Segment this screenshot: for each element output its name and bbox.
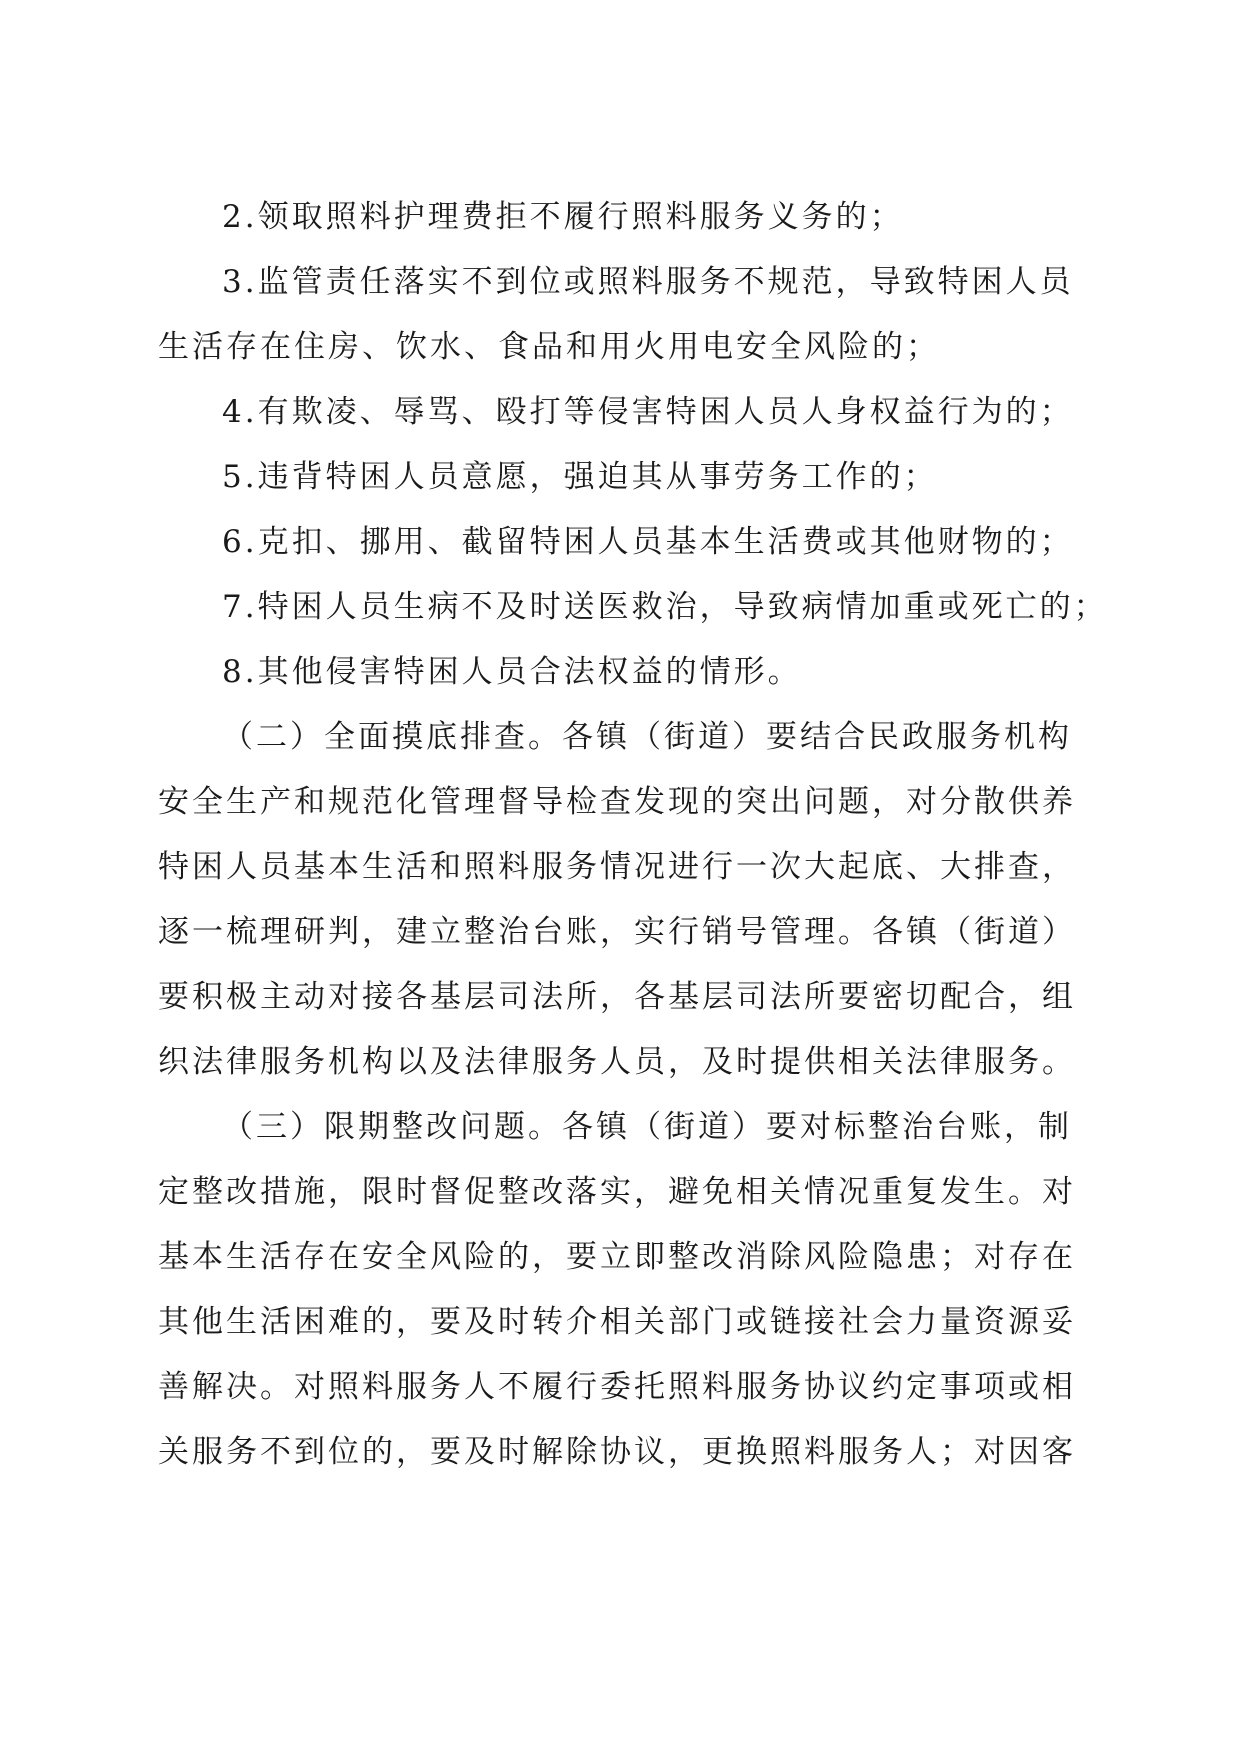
section-three-line: 善解决。对照料服务人不履行委托照料服务协议约定事项或相 [158,1369,1076,1405]
section-two-line: 特困人员基本生活和照料服务情况进行一次大起底、大排查， [158,849,1076,885]
text-line-item-3-cont: 生活存在住房、饮水、食品和用火用电安全风险的； [158,329,940,365]
section-three-line: 其他生活困难的，要及时转介相关部门或链接社会力量资源妥 [158,1304,1076,1340]
text-line-item-8: 8.其他侵害特困人员合法权益的情形。 [222,654,802,690]
section-two-line: 逐一梳理研判，建立整治台账，实行销号管理。各镇（街道） [158,914,1076,950]
section-two-heading-line: （二）全面摸底排查。各镇（街道）要结合民政服务机构 [222,719,1072,755]
text-line-item-3: 3.监管责任落实不到位或照料服务不规范，导致特困人员 [222,264,1074,300]
section-three-line: 关服务不到位的，要及时解除协议，更换照料服务人；对因客 [158,1434,1076,1470]
text-line-item-6: 6.克扣、挪用、截留特困人员基本生活费或其他财物的； [222,524,1074,560]
section-three-heading-line: （三）限期整改问题。各镇（街道）要对标整治台账，制 [222,1109,1072,1145]
section-two-line: 要积极主动对接各基层司法所，各基层司法所要密切配合，组 [158,979,1076,1015]
document-body [158,185,1108,1485]
section-two-line: 织法律服务机构以及法律服务人员，及时提供相关法律服务。 [158,1044,1076,1080]
text-line-item-5: 5.违背特困人员意愿，强迫其从事劳务工作的； [222,459,938,495]
text-line-item-7: 7.特困人员生病不及时送医救治，导致病情加重或死亡的； [222,589,1108,625]
section-three-line: 基本生活存在安全风险的，要立即整改消除风险隐患；对存在 [158,1239,1076,1275]
text-line-item-4: 4.有欺凌、辱骂、殴打等侵害特困人员人身权益行为的； [222,394,1074,430]
text-line-item-2: 2.领取照料护理费拒不履行照料服务义务的； [222,199,904,235]
section-three-line: 定整改措施，限时督促整改落实，避免相关情况重复发生。对 [158,1174,1076,1210]
section-two-line: 安全生产和规范化管理督导检查发现的突出问题，对分散供养 [158,784,1076,820]
